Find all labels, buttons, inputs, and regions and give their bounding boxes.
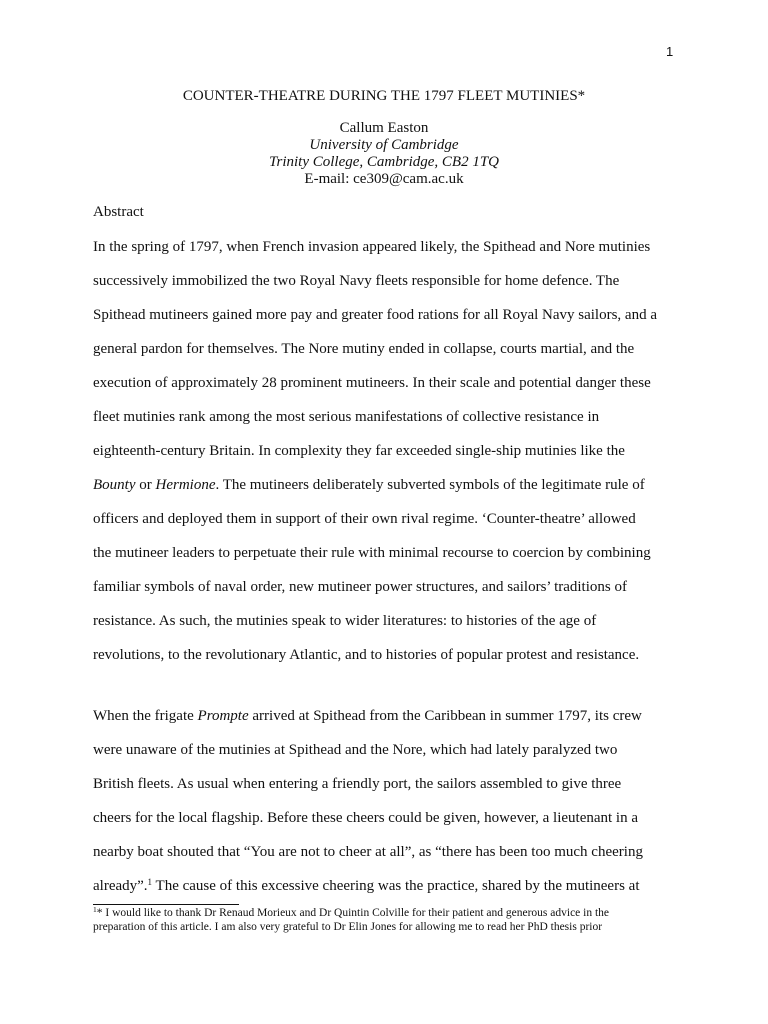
footnote-text: * I would like to thank Dr Renaud Morieux and Dr Quintin Colville for their patient and generous advice in the: [96, 907, 610, 919]
ship-name-hermione: Hermione: [155, 477, 216, 493]
abstract-line: Spithead mutineers gained more pay and greater food rations for all Royal Navy sailors, and a: [93, 307, 657, 323]
abstract-line: eighteenth-century Britain. In complexity they far exceeded single-ship mutinies like the: [93, 443, 625, 459]
body-line: cheers for the local flagship. Before these cheers could be given, however, a lieutenant in a: [93, 810, 639, 826]
footnote-separator: [93, 904, 239, 905]
body-text: [93, 699, 683, 903]
body-line: [93, 869, 683, 903]
abstract-line: execution of approximately 28 prominent mutineers. In their scale and potential danger these: [93, 375, 651, 391]
body-line: British fleets. As usual when entering a friendly port, the sailors assembled to give three: [93, 776, 622, 792]
abstract-heading: Abstract: [93, 204, 144, 220]
author-block: [0, 120, 768, 188]
abstract-line: general pardon for themselves. The Nore mutiny ended in collapse, courts martial, and the: [93, 341, 635, 357]
author-address: Trinity College, Cambridge, CB2 1TQ: [268, 154, 499, 170]
body-fragment: arrived at Spithead from the Caribbean in summer 1797, its crew: [248, 708, 642, 724]
body-line: nearby boat shouted that “You are not to cheer at all”, as “there has been too much cheering: [93, 844, 643, 860]
abstract-line: [93, 468, 683, 502]
footnote-line: preparation of this article. I am also very grateful to Dr Elin Jones for allowing me to read her PhD thesis prior: [93, 921, 603, 933]
abstract-fragment: . The mutineers deliberately subverted symbols of the legitimate rule of: [215, 477, 645, 493]
abstract-line: familiar symbols of naval order, new mutineer power structures, and sailors’ traditions of: [93, 579, 627, 595]
body-line: were unaware of the mutinies at Spithead and the Nore, which had lately paralyzed two: [93, 742, 618, 758]
abstract-line: successively immobilized the two Royal Navy fleets responsible for home defence. The: [93, 273, 620, 289]
body-fragment: The cause of this excessive cheering was the practice, shared by the mutineers at: [152, 878, 640, 894]
abstract-text: [93, 230, 683, 672]
author-affiliation: University of Cambridge: [309, 137, 459, 153]
author-email: E-mail: ce309@cam.ac.uk: [304, 171, 464, 187]
abstract-fragment: or: [135, 477, 156, 493]
ship-name-bounty: Bounty: [93, 477, 136, 493]
ship-name-prompte: Prompte: [197, 708, 249, 724]
abstract-line: resistance. As such, the mutinies speak to wider literatures: to histories of the age of: [93, 613, 597, 629]
footnote: [93, 906, 683, 934]
abstract-line: In the spring of 1797, when French invasion appeared likely, the Spithead and Nore mutinies: [93, 239, 651, 255]
paper-title: COUNTER-THEATRE DURING THE 1797 FLEET MUTINIES*: [182, 88, 586, 104]
abstract-line: revolutions, to the revolutionary Atlantic, and to histories of popular protest and resistance.: [93, 647, 640, 663]
body-fragment: already”.: [93, 878, 148, 894]
abstract-line: officers and deployed them in support of their own rival regime. ‘Counter-theatre’ allowed: [93, 511, 636, 527]
abstract-line: the mutineer leaders to perpetuate their rule with minimal recourse to coercion by combining: [93, 545, 651, 561]
footnote-line: [93, 906, 683, 920]
body-fragment: When the frigate: [93, 708, 198, 724]
abstract-line: fleet mutinies rank among the most serious manifestations of collective resistance in: [93, 409, 600, 425]
footnote-reference[interactable]: 1: [147, 877, 153, 887]
footnote-mark: 1: [93, 905, 97, 914]
author-name: Callum Easton: [339, 120, 429, 136]
page-number: 1: [666, 44, 674, 59]
body-line: [93, 699, 683, 733]
